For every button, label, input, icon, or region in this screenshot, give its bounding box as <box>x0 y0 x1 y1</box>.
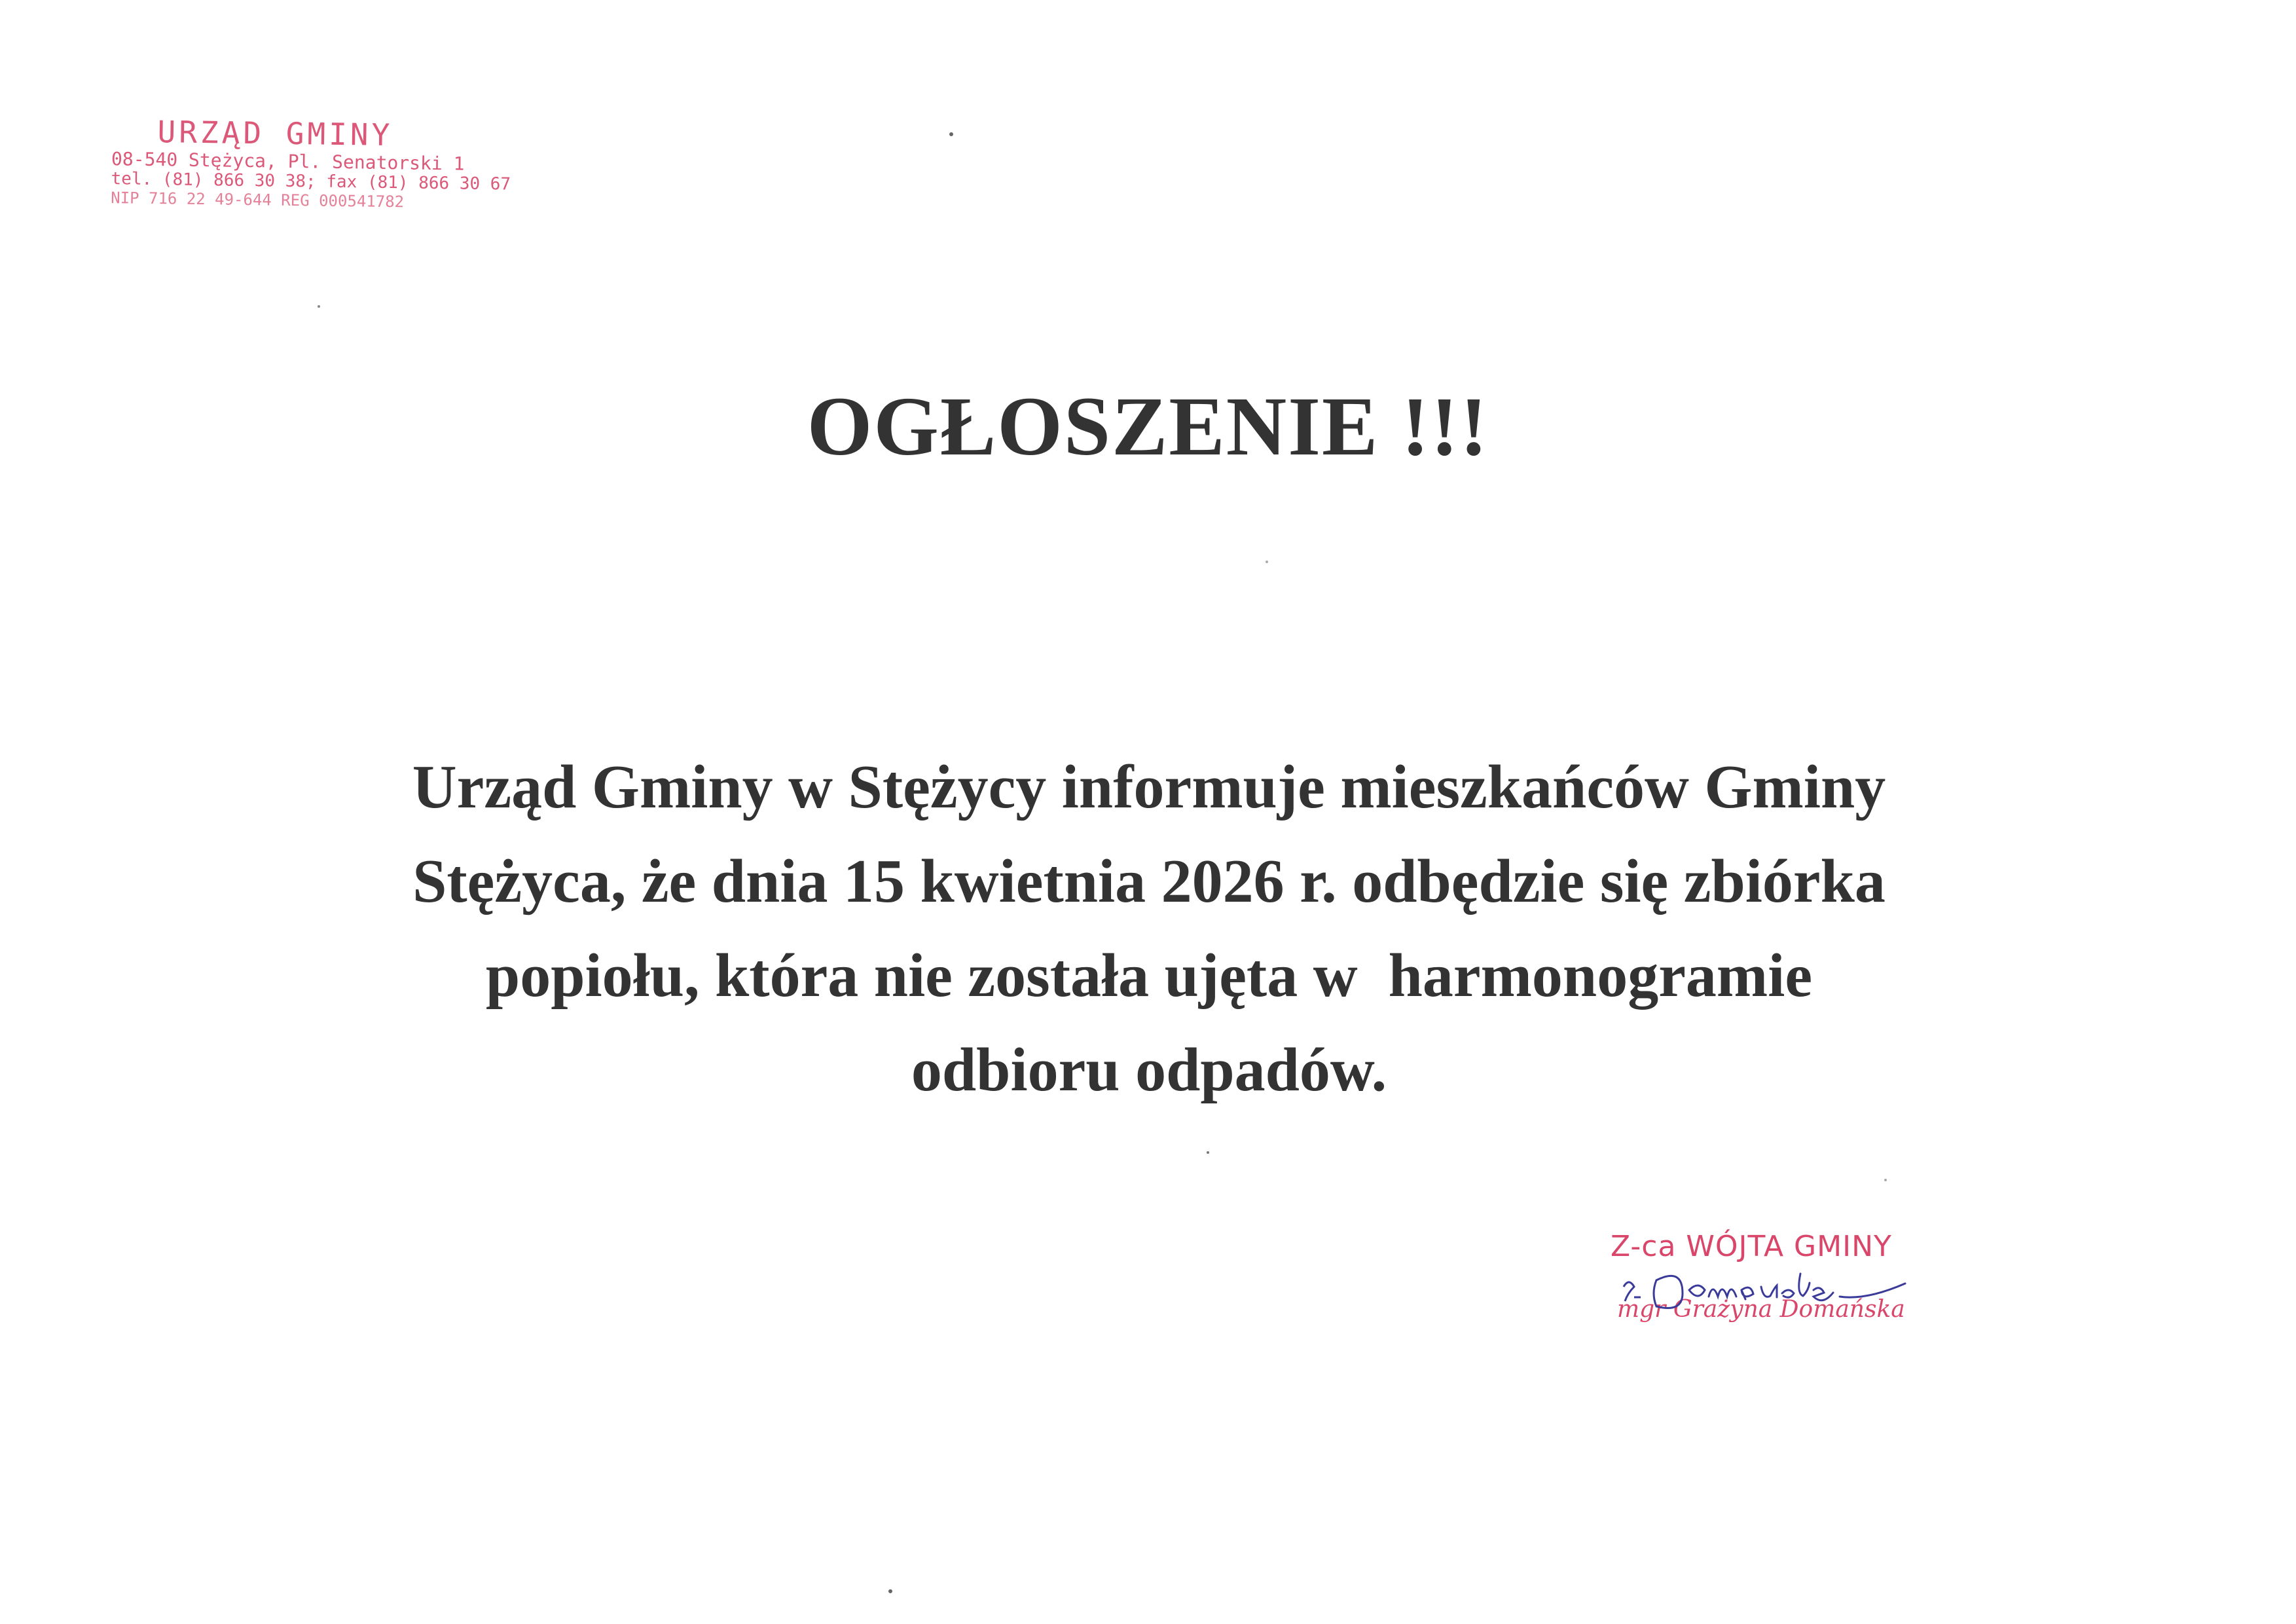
stamp-nip-regon: NIP 716 22 49-644 REG 000541782 <box>111 189 405 212</box>
office-stamp <box>111 114 511 212</box>
body-line-3: popiołu, która nie została ujęta w harmonogramie <box>485 942 1813 1010</box>
announcement-title: OGŁOSZENIE !!! <box>807 380 1489 473</box>
announcement-body <box>164 740 2134 1117</box>
signatory-name: mgr Grażyna Domańska <box>1617 1296 1905 1323</box>
stamp-phone-fax: tel. (81) 866 30 38; fax (81) 866 30 67 <box>111 169 511 194</box>
body-line-2: Stężyca, że dnia 15 kwietnia 2026 r. odbędzie się zbiórka <box>412 847 1886 915</box>
stamp-address: 08-540 Stężyca, Pl. Senatorski 1 <box>111 147 465 175</box>
signatory-role: Z-ca WÓJTA GMINY <box>1611 1230 1892 1263</box>
handwritten-signature <box>1617 1261 1918 1320</box>
body-line-4: odbioru odpadów. <box>911 1036 1387 1104</box>
stamp-office-name: URZĄD GMINY <box>157 114 393 153</box>
body-line-1: Urząd Gminy w Stężycy informuje mieszkańców Gminy <box>412 753 1886 821</box>
